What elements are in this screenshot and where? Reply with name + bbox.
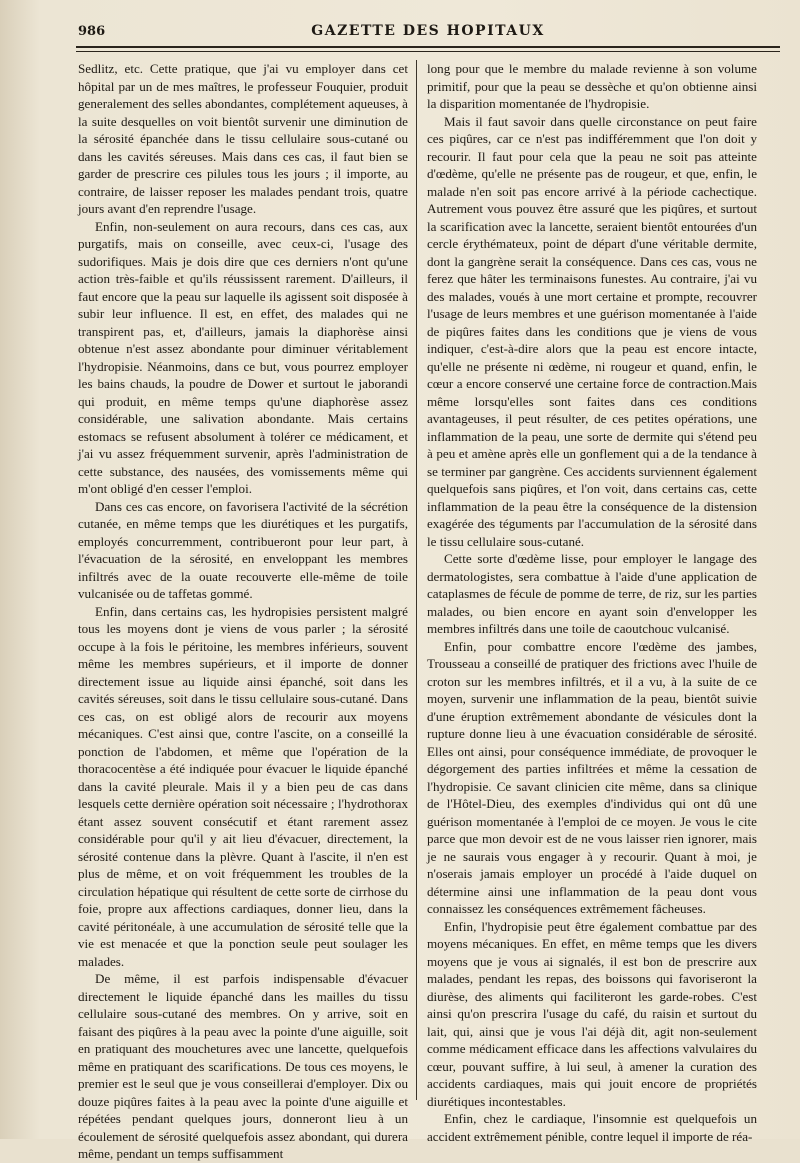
paragraph: Cette sorte d'œdème lisse, pour employer le langage des dermatologistes, sera combattue à l'aide d'une application de cataplasmes de fécule de pomme de terre, de riz, sur les parties malades, ou bien encore en ayant soin d'envelopper les membres infiltrés dans une toile de caoutchouc vulcanisé. (427, 551, 757, 636)
page-header (76, 20, 780, 48)
paragraph: Enfin, non-seulement on aura recours, dans ces cas, aux purgatifs, mais on conseille, avec ceux-ci, l'usage des sudorifiques. Mais je dois dire que ces derniers n'ont qu'une action très-faible et qu'ils réussissent rarement. D'ailleurs, il faut encore que la peau sur laquelle ils agissent soit disposée à subir leur influence. Il est, en effet, des malades qui ne transpirent pas, et, d'ailleurs, jamais la diaphorèse ainsi obtenue n'est assez abondante pour diminuer véritablement l'hydropisie. Néanmoins, dans ce but, vous pourrez employer les bains chauds, la poudre de Dower et surtout le jaborandi qui produit, en même temps qu'une diaphorèse assez considérable, une salivation abondante. Mais certains estomacs se refusent absolument à tolérer ce médicament, et j'ai vu assez fréquemment survenir, après l'administration de cette substance, des nausées, des vomissements même qui m'ont obligé d'en cesser l'emploi. (78, 218, 408, 496)
page-number: 986 (78, 24, 106, 39)
column-divider (416, 60, 417, 1100)
right-column (427, 60, 757, 1145)
header-rule (76, 51, 780, 52)
paragraph: Enfin, l'hydropisie peut être également combattue par des moyens mécaniques. En effet, en même temps que les divers moyens que je vous ai signalés, il est bon de prescrire aux malades, pendant les repas, des boissons qui favoriseront la diurèse, des aliments qui faciliteront les garde-robes. C'est ainsi qu'on prescrira l'usage du café, du raisin et surtout du lait, qui, ainsi que je vous l'ai déjà dit, agit non-seulement comme médicament efficace dans les affections valvulaires du cœur, pouvant suffire, à lui seul, à amener la curation des accidents cardiaques, mais qui jouit encore de propriétés diurétiques incontestables. (427, 918, 757, 1109)
paragraph: long pour que le membre du malade revienne à son volume primitif, pour que la peau se dessèche et qu'on obtienne ainsi la disparition momentanée de l'hydropisie. (427, 61, 757, 111)
paragraph: Sedlitz, etc. Cette pratique, que j'ai vu employer dans cet hôpital par un de mes maîtres, le professeur Fouquier, produit generalement des selles abondantes, complétement aqueuses, à la suite desquelles on voit bientôt survenir une diminution de la sérosité épanchée dans le tissu cellulaire sous-cutané ou dans les cavités séreuses. Mais dans ces cas, il faut bien se garder de prescrire ces pilules tous les jours ; il importe, au contraire, de laisser reposer les malades pendant trois, quatre jours avant d'en reprendre l'usage. (78, 61, 408, 216)
paragraph: De même, il est parfois indispensable d'évacuer directement le liquide épanché dans les mailles du tissu cellulaire sous-cutané des membres. On y arrive, soit en faisant des piqûres à la peau avec la pointe d'une aiguille, soit en pratiquant des mouchetures avec une lancette, quelquefois même en pratiquant des scarifications. De tous ces moyens, le premier est le seul que je vous conseillerai d'employer. Dix ou douze piqûres faites à la peau avec la pointe d'une aiguille et répétées pendant quelques jours, donneront lieu à un écoulement de sérosité quelquefois assez abondant, qui durera même, pendant un temps suffisamment (78, 971, 408, 1161)
paragraph: Enfin, pour combattre encore l'œdème des jambes, Trousseau a conseillé de pratiquer des frictions avec l'huile de croton sur les membres infiltrés, et il a vu, à la suite de ce moyen, survenir une inflammation de la peau, bientôt suivie d'une éruption extrêmement abondante de vésicules dont la rupture donne lieu à une évacuation considérable de sérosité. Elles ont ainsi, pour conséquence immédiate, de provoquer le dégorgement des parties infiltrées et même la cessation de l'hydropisie. Ce savant clinicien cite même, dans sa clinique de l'Hôtel-Dieu, des exemples d'individus qui ont dû une guérison momentanée à l'emploi de ce moyen. Je vous le cite parce que mon devoir est de ne vous laisser rien ignorer, mais je ne saurais vous engager à y recourir. Quant à moi, je n'oserais jamais employer un procédé à l'aide duquel on détermine ainsi une inflammation de la peau dont vous connaissez les conséquences extrêmement fâcheuses. (427, 638, 757, 916)
paragraph: Enfin, chez le cardiaque, l'insomnie est quelquefois un accident extrêmement pénible, contre lequel il importe de réa- (427, 1111, 757, 1144)
paragraph: Dans ces cas encore, on favorisera l'activité de la sécrétion cutanée, en même temps que les diurétiques et les purgatifs, employés concurremment, contribueront pour leur part, à l'évacuation de la sérosité, en enveloppant les membres infiltrés avec de la ouate recouverte elle-même de toile vulcanisée ou de taffetas gommé. (78, 498, 408, 601)
paragraph: Enfin, dans certains cas, les hydropisies persistent malgré tous les moyens dont je viens de vous parler ; la sérosité occupe à la fois le péritoine, les membres inférieurs, souvent même les membres supérieurs, et il importe de donner directement issue au liquide ainsi épanché, soit dans les cavités séreuses, soit dans le tissu cellulaire sous-cutané. Dans ces cas, on est obligé alors de recourir aux moyens mécaniques. C'est ainsi que, contre l'ascite, on a conseillé la ponction de l'abdomen, et même que l'opération de la thoracocentèse a été indiquée pour évacuer le liquide épanché dans la cavité pleurale. Mais il y a bien peu de cas dans lesquels cette dernière opération soit nécessaire ; l'hydrothorax étant assez souvent consécutif et étant rarement assez considérable pour qu'il y ait lieu d'évacuer, directement, la sérosité contenue dans la plèvre. Quant à l'ascite, il n'en est plus de même, et on voit fréquemment les troubles de la circulation hépatique qui résultent de cette sorte de cirrhose du foie, propre aux affections cardiaques, donner lieu, dans la cavité péritonéale, à une accumulation de sérosité telle que la vie est menacée et que la ponction seule peut soulager les malades. (78, 603, 408, 969)
left-column (78, 60, 408, 1163)
paragraph: Mais il faut savoir dans quelle circonstance on peut faire ces piqûres, car ce n'est pas indifféremment que l'on doit y recourir. Il faut pour cela que la peau ne soit pas atteinte d'œdème, qu'elle ne présente pas de rougeur, et que, enfin, le malade n'en soit pas encore arrivé à la période cachectique. Autrement vous pouvez être assuré que les piqûres, et surtout la scarification avec la lancette, seraient bientôt entourées d'un cercle érythémateux, point de départ d'une véritable dermite, dont la gangrène serait la conséquence. Dans ces cas, vous ne ferez que hâter les terminaisons funestes. Au contraire, j'ai vu des malades, voués à une mort certaine et prompte, recouvrer l'usage de leurs membres et une guérison momentanée à l'aide de piqûres faites dans les conditions que je viens de vous indiquer, c'est-à-dire alors que la peau est encore intacte, qu'elle ne présente ni œdème, ni rougeur et quand, enfin, le cœur a encore conservé une certaine force de contraction.Mais même lorsqu'elles sont faites dans ces conditions avantageuses, il peut résulter, de ces petites opérations, une inflammation de la peau, une sorte de dermite qui s'étend peu à peu et amène après elle un gonflement qui a de la tendance à se terminer par gangrène. Ces accidents surviennent également quelquefois sans piqûres, et l'on voit, dans certains cas, cette inflammation de la peau être la conséquence de la distension exagérée des téguments par l'accumulation de la sérosité dans le tissu cellulaire sous-cutané. (427, 113, 757, 549)
journal-title: GAZETTE DES HOPITAUX (311, 23, 545, 39)
